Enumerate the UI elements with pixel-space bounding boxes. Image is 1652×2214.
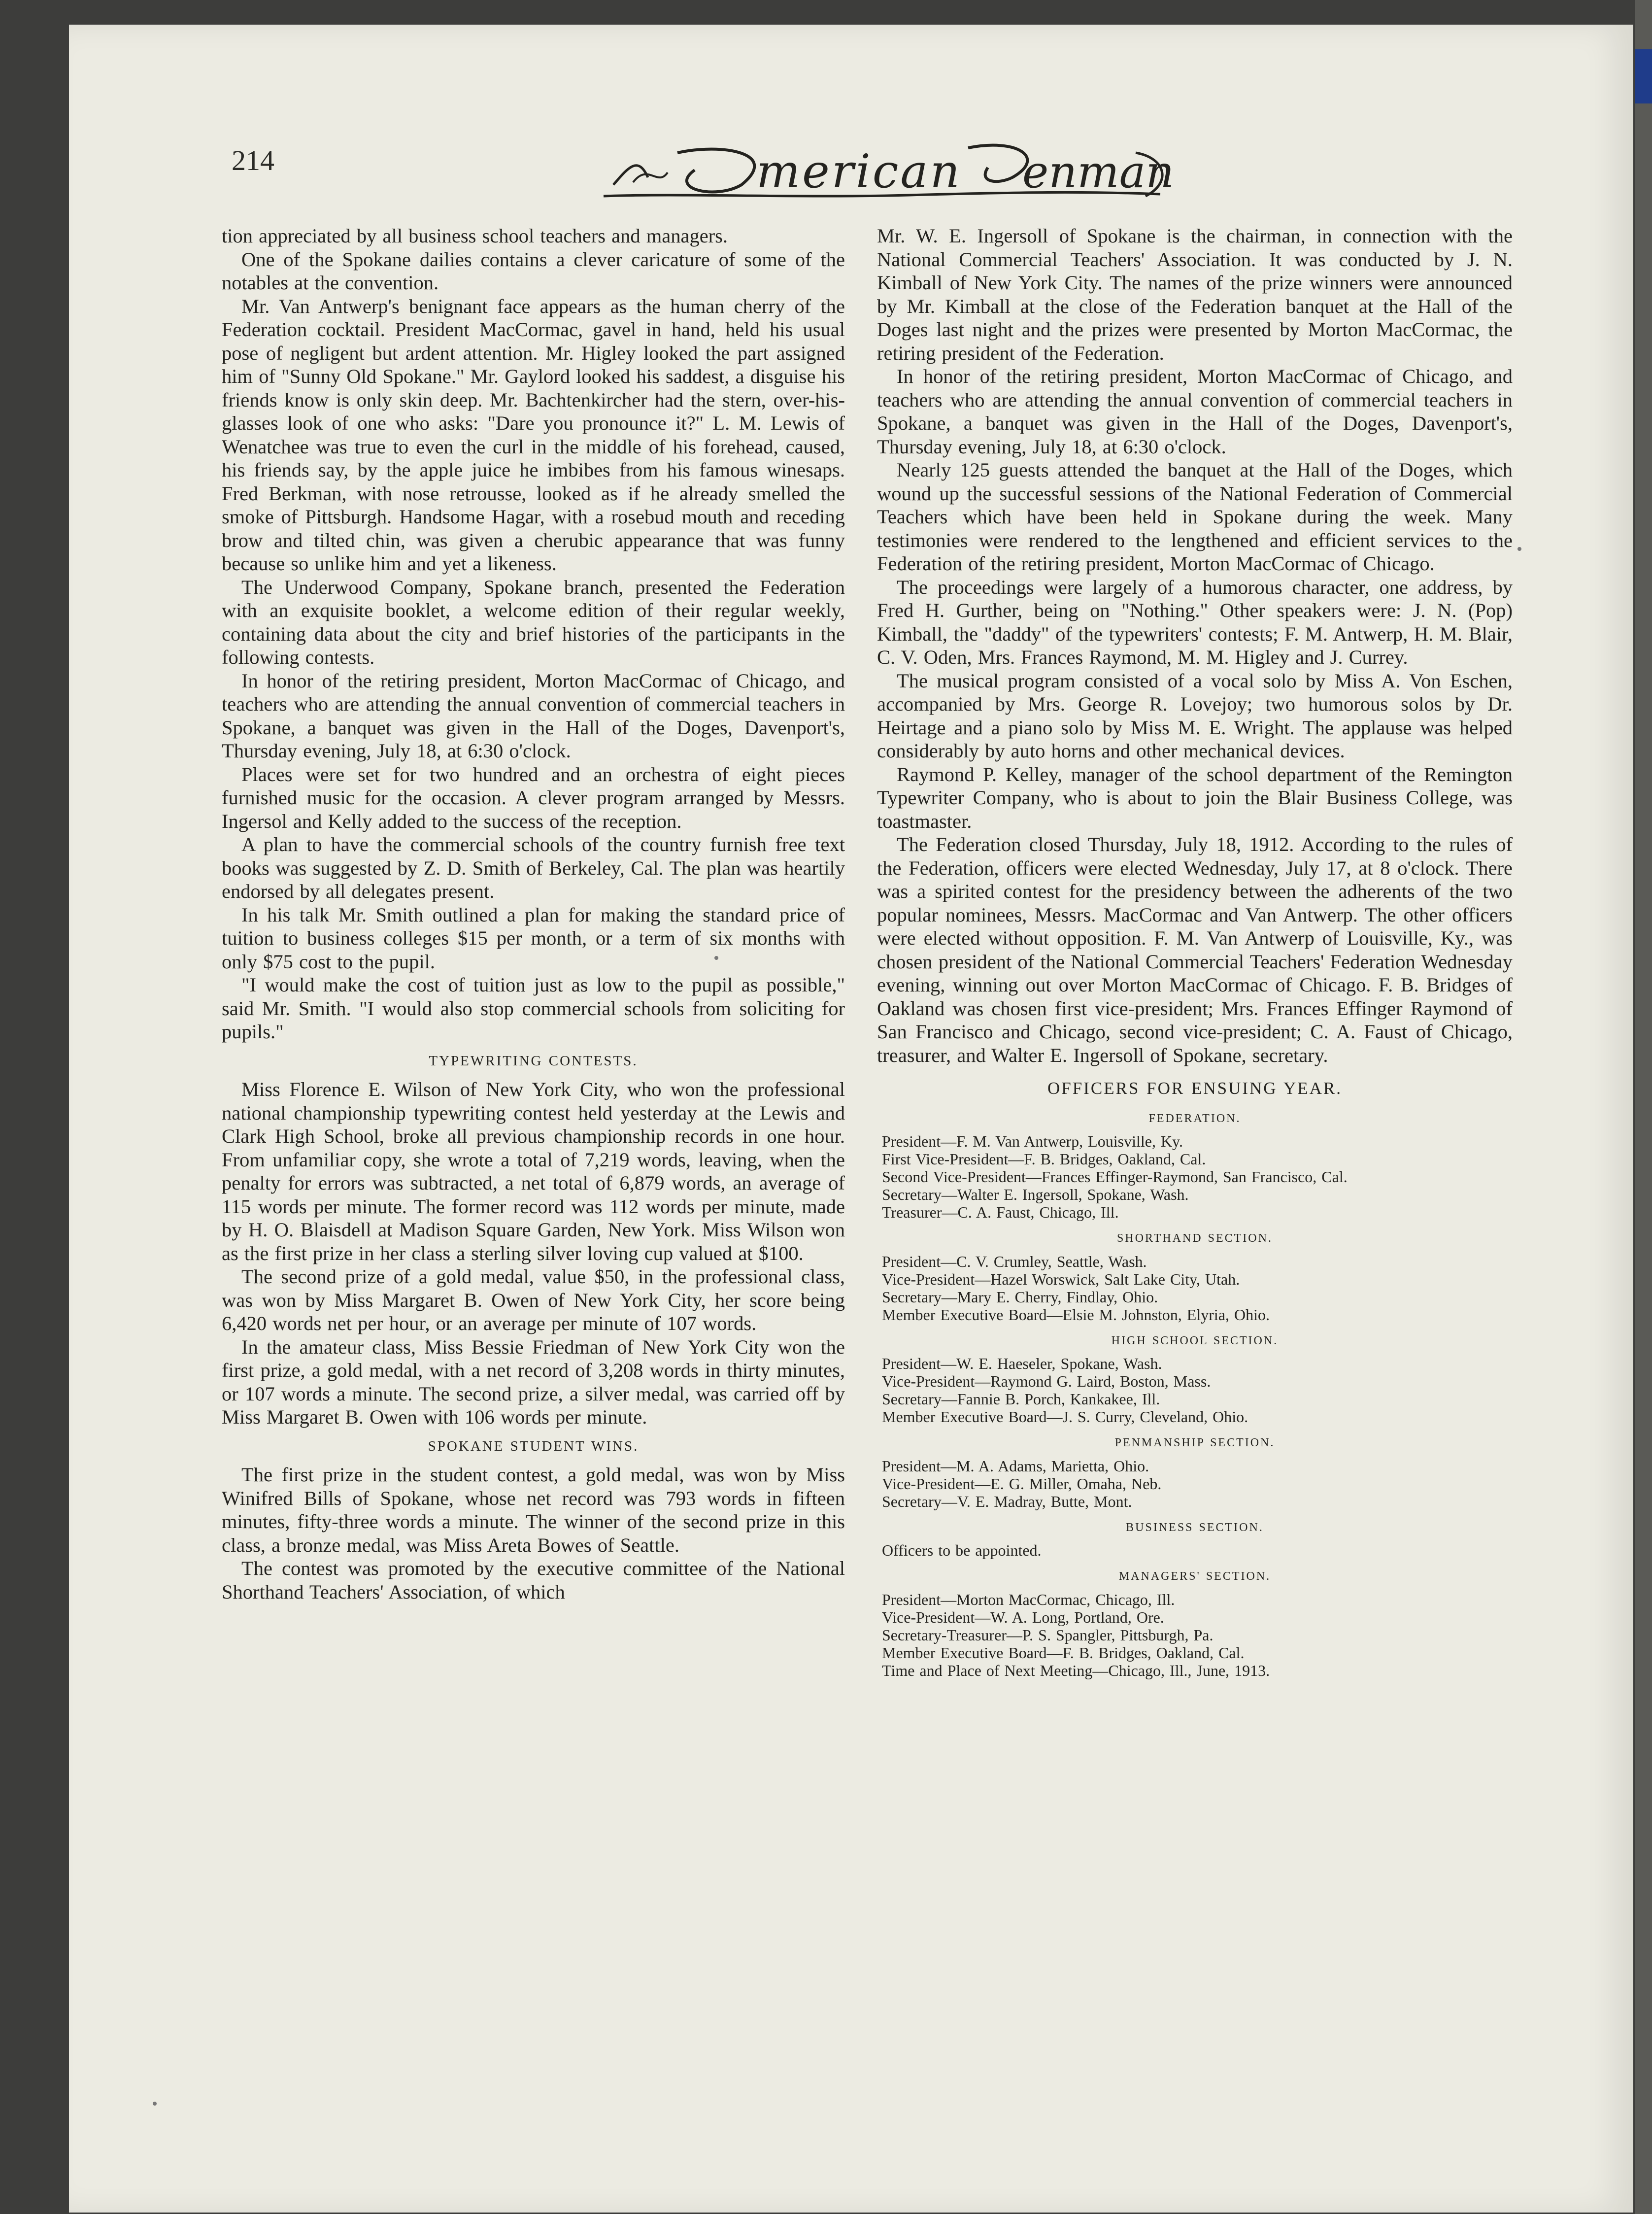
paragraph: The contest was promoted by the executive committee of the National Shorthand Teachers' Association, of which xyxy=(222,1557,845,1603)
paragraph: Nearly 125 guests attended the banquet at the Hall of the Doges, which wound up the successful sessions of the National Federation of Commercial Teachers which have been held in Spokane during the week. Many testimonies were rendered to the lengthened and efficient services to the Federation of the retiring president, Morton MacCormac of Chicago. xyxy=(877,459,1513,575)
paragraph: Mr. W. E. Ingersoll of Spokane is the chairman, in connection with the National Commercial Teachers' Association. It was conducted by J. N. Kimball of New York City. The names of the prize winners were announced by Mr. Kimball at the close of the Federation banquet at the Hall of the Doges last night and the prizes were presented by Morton MacCormac, the retiring president of the Federation. xyxy=(877,225,1513,364)
paragraph: Places were set for two hundred and an orchestra of eight pieces furnished music for the occasion. A clever program arranged by Messrs. Ingersol and Kelly added to the success of the reception. xyxy=(222,763,845,832)
scan-color-chip xyxy=(1635,49,1652,103)
page-number: 214 xyxy=(232,144,274,176)
officer-line: Treasurer—C. A. Faust, Chicago, Ill. xyxy=(882,1203,1119,1221)
officer-line: Secretary—V. E. Madray, Butte, Mont. xyxy=(882,1492,1132,1510)
business-note: Officers to be appointed. xyxy=(882,1541,1042,1559)
paragraph: Raymond P. Kelley, manager of the school department of the Remington Typewriter Company, who is about to join the Blair Business College, was toastmaster. xyxy=(877,763,1513,832)
paragraph: In honor of the retiring president, Morton MacCormac of Chicago, and teachers who are attending the annual convention of commercial teachers in Spokane, a banquet was given in the Hall of the Doges, Davenport's, Thursday evening, July 18, at 6:30 o'clock. xyxy=(222,669,845,762)
left-column xyxy=(222,224,845,1603)
high-school-heading: HIGH SCHOOL SECTION. xyxy=(1111,1334,1279,1347)
officer-line: Vice-President—Hazel Worswick, Salt Lake City, Utah. xyxy=(882,1270,1240,1288)
officer-line: Member Executive Board—Elsie M. Johnston, Elyria, Ohio. xyxy=(882,1305,1270,1324)
paragraph: In honor of the retiring president, Morton MacCormac of Chicago, and teachers who are attending the annual convention of commercial teachers in Spokane, a banquet was given in the Hall of the Doges, Davenport's, Thursday evening, July 18, at 6:30 o'clock. xyxy=(877,365,1513,458)
officer-line: Secretary—Fannie B. Porch, Kankakee, Ill. xyxy=(882,1390,1160,1408)
page-header xyxy=(232,138,1537,212)
scan-edge xyxy=(1635,0,1652,2214)
paragraph: The musical program consisted of a vocal solo by Miss A. Von Eschen, accompanied by Mrs. George R. Lovejoy; two humorous solos by Dr. Heirtage and a piano solo by Miss M. E. Wright. The applause was helped considerably by auto horns and other mechanical devices. xyxy=(877,669,1513,762)
paragraph: Mr. Van Antwerp's benignant face appears as the human cherry of the Federation cocktail. President MacCormac, gavel in hand, held his usual pose of negligent but ardent attention. Mr. Higley looked the part assigned him of "Sunny Old Spokane." Mr. Gaylord looked his saddest, a disguise his friends know is only skin deep. Mr. Bachtenkircher had the stern, over-his-glasses look of one who asks: "Dare you pronounce it?" L. M. Lewis of Wenatchee was true to even the curl in the middle of his forehead, caused, his friends say, by the apple juice he imbibes from his famous winesaps. Fred Berkman, with nose retrousse, looked as if he already smelled the smoke of Pittsburgh. Handsome Hagar, with a rosebud mouth and receding brow and tilted chin, was given a cherubic appearance that was funny because so unlike him and yet a likeness. xyxy=(222,295,845,575)
officer-line: Secretary-Treasurer—P. S. Spangler, Pittsburgh, Pa. xyxy=(882,1626,1214,1644)
managers-heading: MANAGERS' SECTION. xyxy=(1118,1570,1271,1583)
masthead-logo xyxy=(594,138,1175,212)
paper-speck xyxy=(153,2102,157,2106)
paragraph: The proceedings were largely of a humorous character, one address, by Fred H. Gurther, being on "Nothing." Other speakers were: J. N. (Pop) Kimball, the "daddy" of the typewriters' contests; F. M. Antwerp, H. M. Blair, C. V. Oden, Mrs. Frances Raymond, M. M. Higley and J. Currey. xyxy=(877,576,1513,668)
officer-line: Vice-President—W. A. Long, Portland, Ore. xyxy=(882,1608,1164,1626)
section-heading-typewriting: TYPEWRITING CONTESTS. xyxy=(429,1053,638,1069)
officer-line: President—Morton MacCormac, Chicago, Ill. xyxy=(882,1590,1175,1608)
officer-line: Second Vice-President—Frances Effinger-Raymond, San Francisco, Cal. xyxy=(882,1168,1348,1186)
officer-line: President—C. V. Crumley, Seattle, Wash. xyxy=(882,1252,1147,1270)
paragraph: The second prize of a gold medal, value $50, in the professional class, was won by Miss Margaret B. Owen of New York City, her score being 6,420 words net per hour, or an average per minute of 107 words. xyxy=(222,1265,845,1334)
officer-line: Member Executive Board—J. S. Curry, Cleveland, Ohio. xyxy=(882,1408,1248,1426)
penmanship-heading: PENMANSHIP SECTION. xyxy=(1114,1436,1275,1449)
svg-text:enman: enman xyxy=(1022,146,1175,198)
officer-line: Secretary—Walter E. Ingersoll, Spokane, Wash. xyxy=(882,1186,1189,1203)
officer-line: Member Executive Board—F. B. Bridges, Oakland, Cal. xyxy=(882,1643,1245,1662)
officers-title: OFFICERS FOR ENSUING YEAR. xyxy=(1047,1079,1343,1098)
officer-line: First Vice-President—F. B. Bridges, Oakland, Cal. xyxy=(882,1150,1206,1168)
officer-line: Time and Place of Next Meeting—Chicago, Ill., June, 1913. xyxy=(882,1661,1270,1679)
paragraph: The Underwood Company, Spokane branch, presented the Federation with an exquisite booklet, a welcome edition of their regular weekly, containing data about the city and brief histories of the participants in the following contests. xyxy=(222,576,845,668)
officer-line: Vice-President—Raymond G. Laird, Boston, Mass. xyxy=(882,1372,1211,1390)
paper-speck xyxy=(1517,547,1521,551)
federation-heading: FEDERATION. xyxy=(1148,1112,1241,1125)
officer-line: President—F. M. Van Antwerp, Louisville, Ky. xyxy=(882,1132,1183,1150)
officer-line: Secretary—Mary E. Cherry, Findlay, Ohio. xyxy=(882,1288,1158,1306)
paragraph: In the amateur class, Miss Bessie Friedman of New York City won the first prize, a gold medal, with a net record of 3,208 words in thirty minutes, or 107 words a minute. The second prize, a silver medal, was carried off by Miss Margaret B. Owen with 106 words per minute. xyxy=(222,1335,845,1428)
paragraph: A plan to have the commercial schools of the country furnish free text books was suggested by Z. D. Smith of Berkeley, Cal. The plan was heartily endorsed by all delegates present. xyxy=(222,833,845,902)
paragraph: One of the Spokane dailies contains a clever caricature of some of the notables at the convention. xyxy=(222,248,845,294)
svg-text:merican: merican xyxy=(756,145,962,199)
shorthand-heading: SHORTHAND SECTION. xyxy=(1117,1232,1273,1245)
right-column xyxy=(877,224,1513,1679)
officer-line: President—M. A. Adams, Marietta, Ohio. xyxy=(882,1457,1149,1475)
officer-line: Vice-President—E. G. Miller, Omaha, Neb. xyxy=(882,1474,1162,1493)
paragraph: The first prize in the student contest, a gold medal, was won by Miss Winifred Bills of Spokane, whose net record was 793 words in fifteen minutes, fifty-three words a minute. The winner of the second prize in this class, a bronze medal, was Miss Areta Bowes of Seattle. xyxy=(222,1464,845,1556)
paragraph: The Federation closed Thursday, July 18, 1912. According to the rules of the Federation, officers were elected Wednesday, July 17, at 8 o'clock. There was a spirited contest for the presidency between the adherents of the two popular nominees, Messrs. MacCormac and Van Antwerp. The other officers were elected without opposition. F. M. Van Antwerp of Louisville, Ky., was chosen president of the National Commercial Teachers' Federation Wednesday evening, winning out over Morton MacCormac of Chicago. F. B. Bridges of Oakland was chosen first vice-president; Mrs. Frances Effinger Raymond of San Francisco and Chicago, second vice-president; C. A. Faust of Chicago, treasurer, and Walter E. Ingersoll of Spokane, secretary. xyxy=(877,833,1513,1066)
business-heading: BUSINESS SECTION. xyxy=(1126,1521,1264,1534)
section-heading-student: SPOKANE STUDENT WINS. xyxy=(428,1438,639,1454)
paragraph: tion appreciated by all business school teachers and managers. xyxy=(222,225,728,247)
officer-line: President—W. E. Haeseler, Spokane, Wash. xyxy=(882,1355,1162,1372)
paragraph: "I would make the cost of tuition just as low to the pupil as possible," said Mr. Smith. "I would also stop commercial schools from soliciting for pupils." xyxy=(222,974,845,1043)
paragraph: In his talk Mr. Smith outlined a plan for making the standard price of tuition to business colleges $15 per month, or a term of six months with only $75 cost to the pupil. xyxy=(222,903,845,973)
paragraph: Miss Florence E. Wilson of New York City, who won the professional national championship typewriting contest held yesterday at the Lewis and Clark High School, broke all previous championship records in one hour. From unfamiliar copy, she wrote a total of 7,219 words, leaving, when the penalty for errors was subtracted, a net total of 6,879 words, an average of 115 words per minute. The former record was 112 words per minute, made by H. O. Blaisdell at Madison Square Garden, New York. Miss Wilson won as the first prize in her class a sterling silver loving cup valued at $100. xyxy=(222,1078,845,1264)
